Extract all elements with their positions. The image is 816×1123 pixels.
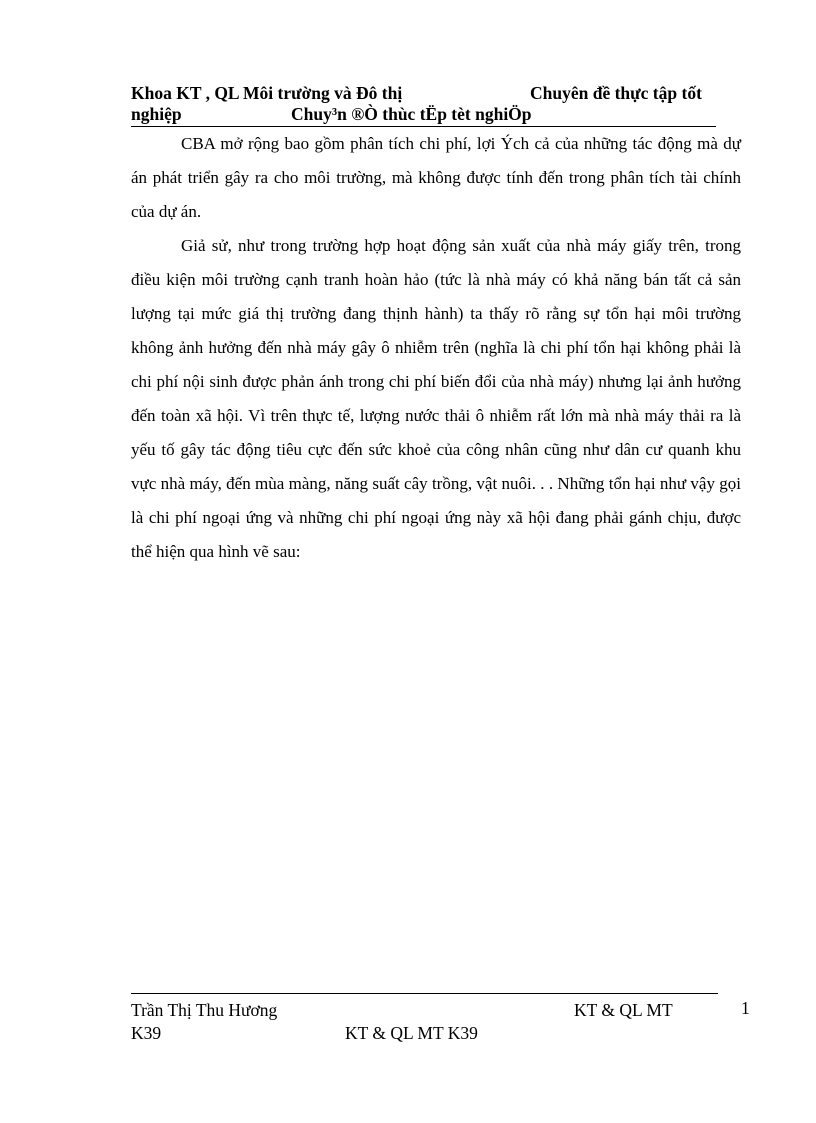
footer-dept: KT & QL MT [574, 1000, 673, 1020]
paragraph-2: Giả sử, như trong trường hợp hoạt động sản xuất của nhà máy giấy trên, trong điều kiện môi trường cạnh tranh hoàn hảo (tức là nhà máy có khả năng bán tất cả sản lượng tại mức giá thị trường đang thịnh hành) ta thấy rõ rằng sự tổn hại môi trường không ảnh hưởng đến nhà máy gây ô nhiễm trên (nghĩa là chi phí tổn hại không phải là chi phí nội sinh được phản ánh trong chi phí biến đổi của nhà máy) nhưng lại ảnh hưởng đến toàn xã hội. Vì trên thực tế, lượng nước thải ô nhiễm rất lớn mà nhà máy thải ra là yếu tố gây tác động tiêu cực đến sức khoẻ của công nhân cũng như dân cư quanh khu vực nhà máy, đến mùa màng, năng suất cây trồng, vật nuôi. . . Những tổn hại như vậy gọi là chi phí ngoại ứng và những chi phí ngoại ứng này xã hội đang phải gánh chịu, được thể hiện qua hình vẽ sau: [131, 236, 741, 561]
page-header [131, 80, 716, 127]
header-title-continued: nghiệp [131, 104, 182, 124]
page-number: 1 [741, 998, 750, 1018]
paragraph-1: CBA mở rộng bao gồm phân tích chi phí, lợi Ých cả của những tác động mà dự án phát triển gây ra cho môi trường, mà không được tính đến trong phân tích tài chính của dự án. [131, 134, 741, 221]
header-title: Chuyên đề thực tập tốt [530, 83, 702, 103]
header-faculty: Khoa KT , QL Môi trường và Đô thị [131, 83, 403, 103]
header-garbled-title: Chuy³n ®Ò thùc tËp tèt nghiÖp [291, 104, 532, 124]
page-footer [131, 998, 750, 1048]
footer-center: KT & QL MT K39 [345, 1023, 478, 1043]
document-body [131, 127, 741, 569]
footer-rule [131, 993, 718, 994]
footer-author: Trần Thị Thu Hương [131, 1000, 278, 1020]
footer-class: K39 [131, 1023, 162, 1043]
